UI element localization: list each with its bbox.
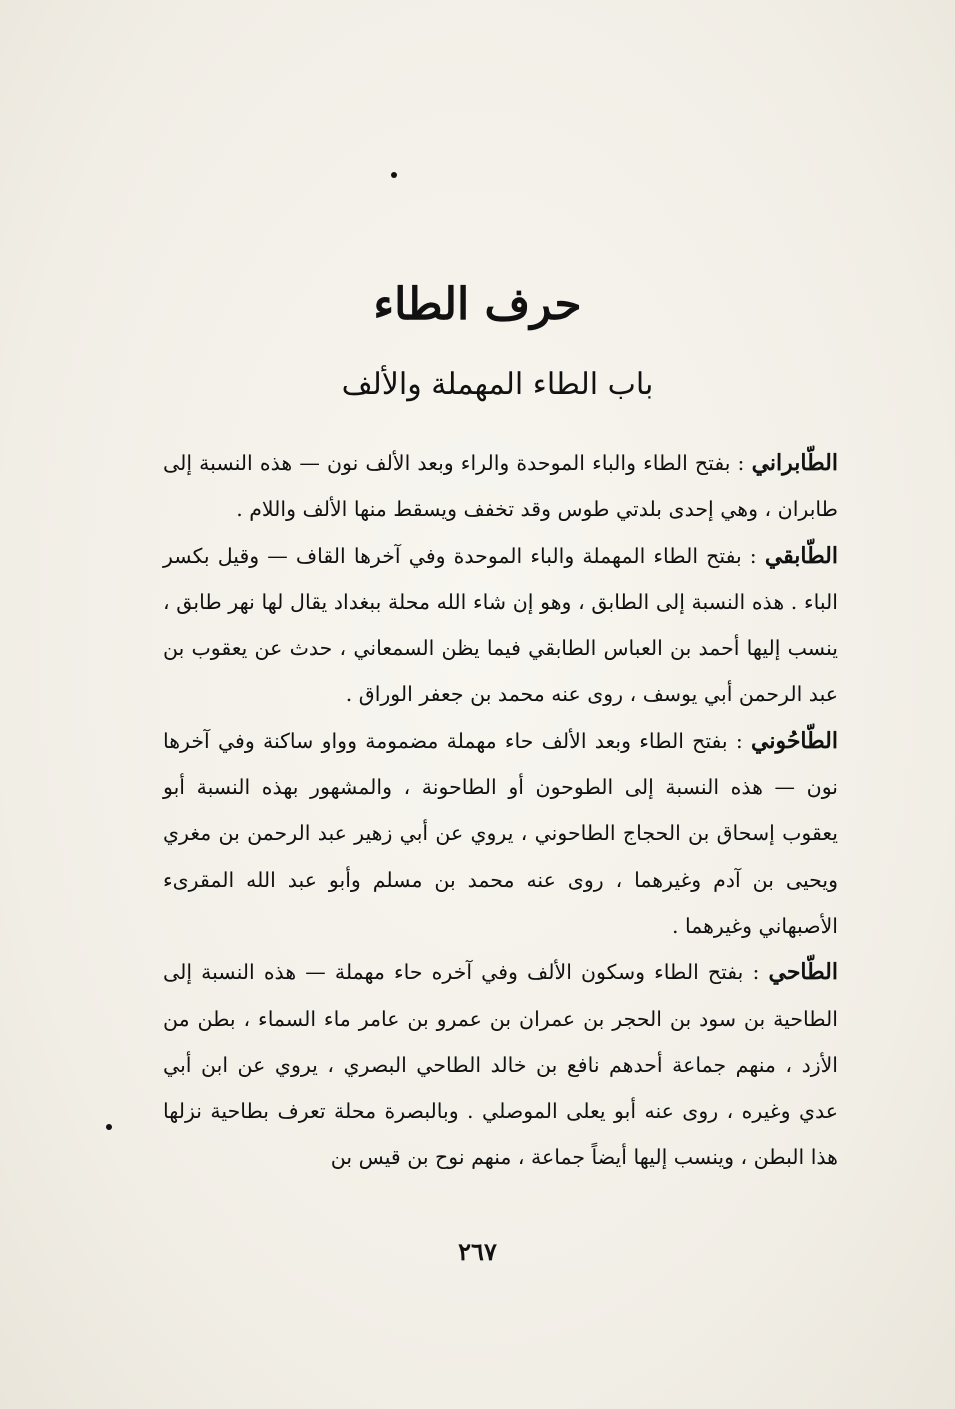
ink-speck — [391, 172, 397, 178]
entries-body — [163, 440, 838, 1181]
entry-tahi — [163, 949, 838, 1180]
entry-text: : بفتح الطاء والباء الموحدة والراء وبعد الألف نون — هذه النسبة إلى طابران ، وهي إحدى بلدتي طوس وقد تخفف ويسقط منها الألف واللام . — [163, 451, 838, 522]
section-title: باب الطاء المهملة والألف — [341, 367, 654, 402]
page-number: ٢٦٧ — [458, 1237, 497, 1266]
entry-text: : بفتح الطاء وبعد الألف حاء مهملة مضمومة وواو ساكنة وفي آخرها نون — هذه النسبة إلى الطوحون أو الطاحونة ، والمشهور بهذه النسبة أبو يعقوب إسحاق بن الحجاج الطاحوني ، يروي عن أبي زهير عبد الرحمن بن مغري ويحيى بن آدم وغيرهما ، روى عنه محمد بن مسلم وأبو عبد الله المقرىء الأصبهاني وغيرهما . — [163, 728, 838, 938]
entry-tabarani — [163, 440, 838, 533]
entry-tabiqi — [163, 533, 838, 718]
entry-text: : بفتح الطاء المهملة والباء الموحدة وفي آخرها القاف — وقيل بكسر الباء . هذه النسبة إلى الطابق ، وهو إن شاء الله محلة ببغداد يقال لها نهر طابق ، ينسب إليها أحمد بن العباس الطابقي فيما يظن السمعاني ، حدث عن يعقوب بن عبد الرحمن أبي يوسف ، روى عنه محمد بن جعفر الوراق . — [163, 543, 838, 707]
entry-tahuni — [163, 718, 838, 949]
entry-term: الطّاحُوني — [751, 727, 838, 754]
entry-term: الطّاحي — [768, 959, 838, 986]
ink-speck — [106, 1124, 112, 1130]
entry-term: الطّابقي — [764, 542, 838, 569]
chapter-title: حرف الطاء — [373, 279, 582, 330]
entry-term: الطّابراني — [751, 450, 838, 476]
entry-text: : بفتح الطاء وسكون الألف وفي آخره حاء مهملة — هذه النسبة إلى الطاحية بن سود بن الحجر بن عمران بن عمرو بن عامر ماء السماء ، بطن من الأزد ، منهم جماعة أحدهم نافع بن خالد الطاحي البصري ، يروي عن ابن أبي عدي وغيره ، روى عنه أبو يعلى الموصلي . وبالبصرة محلة تعرف بطاحية نزلها هذا البطن ، وينسب إليها أيضاً جماعة ، منهم نوح بن قيس بن — [163, 960, 838, 1170]
